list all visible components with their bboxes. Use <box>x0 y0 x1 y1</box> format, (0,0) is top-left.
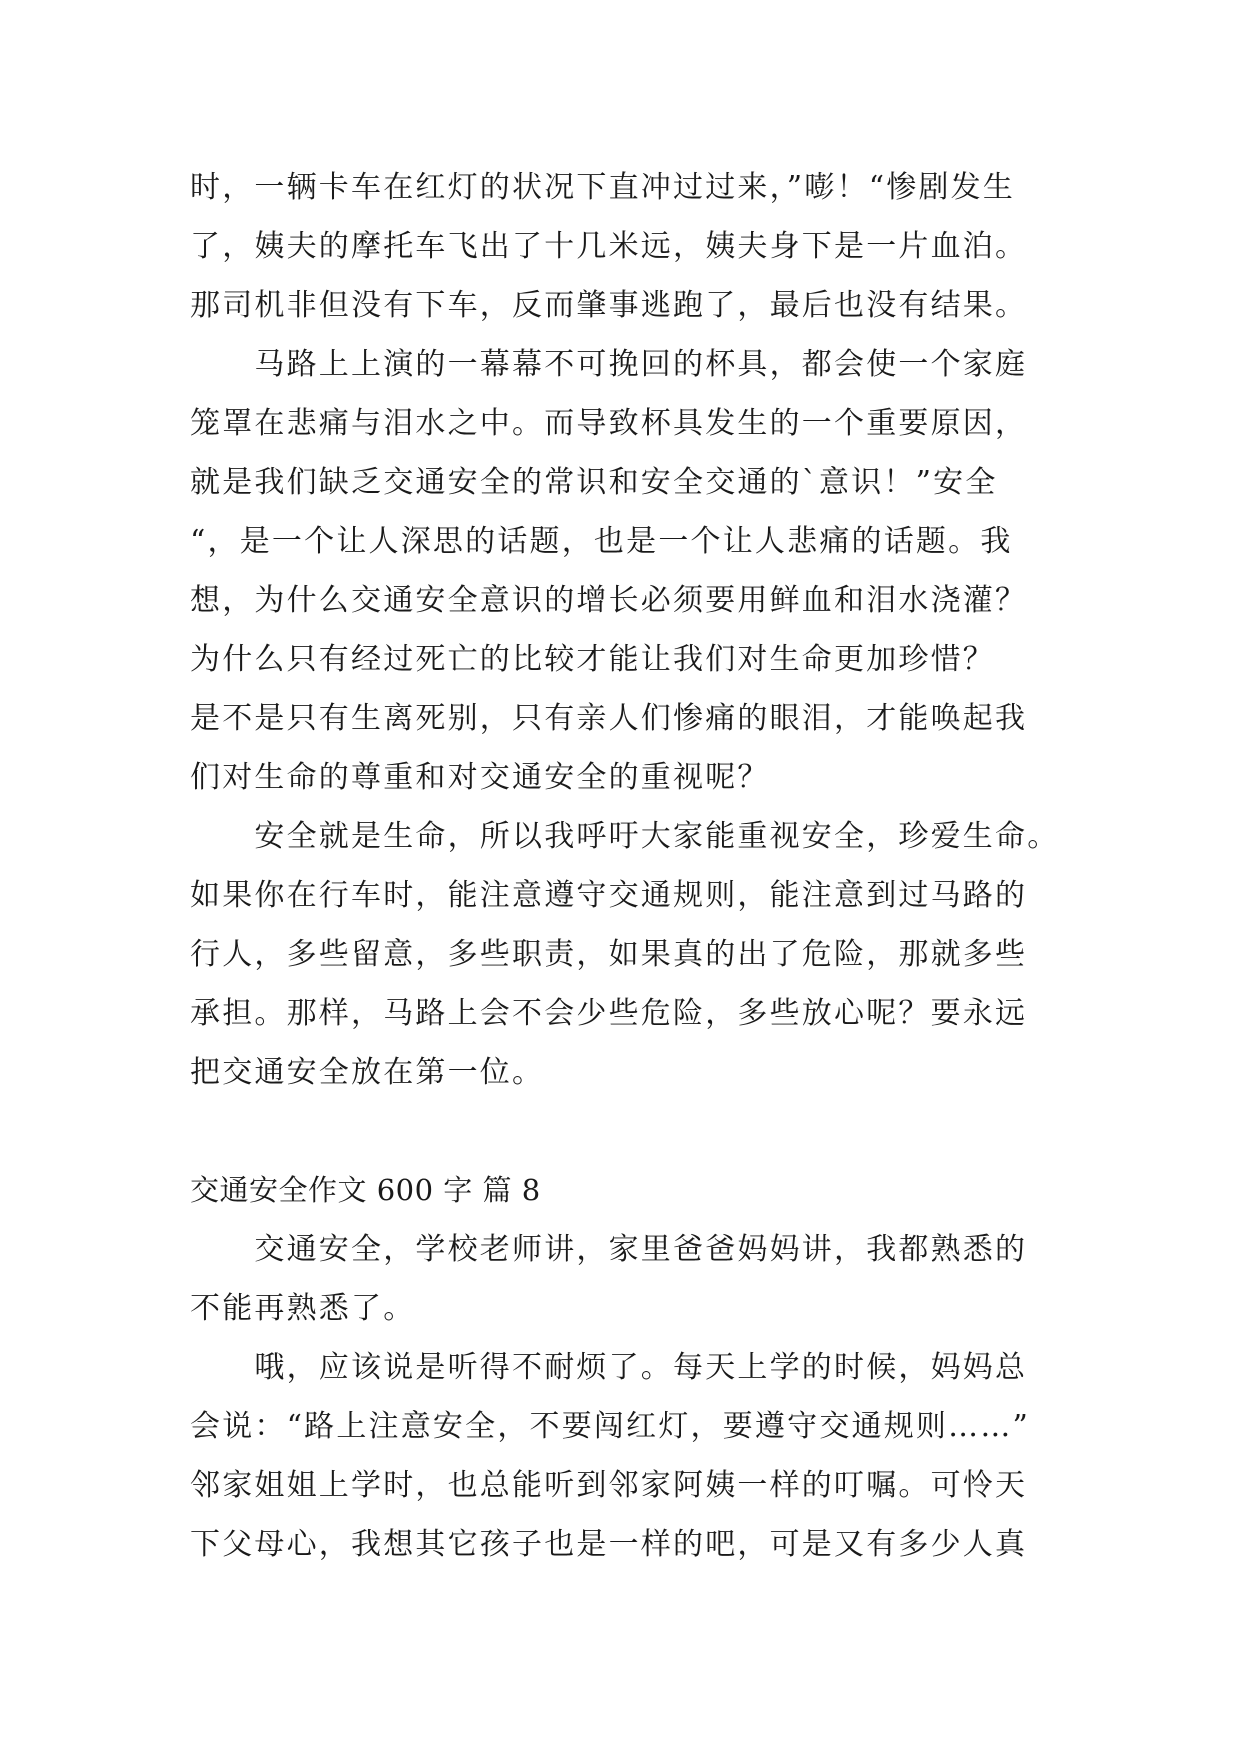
document-body <box>190 158 1060 1574</box>
section-heading: 交通安全作文 600 字 篇 8 <box>190 1173 541 1207</box>
text-line: 如果你在行车时，能注意遵守交通规则，能注意到过马路的 <box>190 878 1028 913</box>
text-line: 笼罩在悲痛与泪水之中。而导致杯具发生的一个重要原因， <box>190 406 1028 441</box>
text-line: 了，姨夫的摩托车飞出了十几米远，姨夫身下是一片血泊。 <box>190 229 1028 264</box>
text-line: 下父母心，我想其它孩子也是一样的吧，可是又有多少人真 <box>190 1527 1028 1562</box>
text-line: 时，一辆卡车在红灯的状况下直冲过过来，”嘭！“惨剧发生 <box>190 170 1016 205</box>
text-line: 邻家姐姐上学时，也总能听到邻家阿姨一样的叮嘱。可怜天 <box>190 1468 1028 1503</box>
text-line: 不能再熟悉了。 <box>190 1291 416 1326</box>
text-line: 安全就是生命，所以我呼吁大家能重视安全，珍爱生命。 <box>190 819 1060 854</box>
paragraph <box>190 1338 1060 1574</box>
text-line: 把交通安全放在第一位。 <box>190 1055 545 1090</box>
text-line: 就是我们缺乏交通安全的常识和安全交通的`意识！”安全 <box>190 465 998 500</box>
section-spacer <box>190 1102 1060 1161</box>
text-line: 会说：“路上注意安全，不要闯红灯，要遵守交通规则……” <box>190 1409 1031 1444</box>
paragraph <box>190 807 1060 1102</box>
text-line: 那司机非但没有下车，反而肇事逃跑了，最后也没有结果。 <box>190 288 1028 323</box>
text-line: 是不是只有生离死别，只有亲人们惨痛的眼泪，才能唤起我 <box>190 701 1028 736</box>
paragraph <box>190 335 1060 807</box>
text-line: 为什么只有经过死亡的比较才能让我们对生命更加珍惜？ <box>190 642 995 677</box>
text-line: 哦，应该说是听得不耐烦了。每天上学的时候，妈妈总 <box>190 1350 1028 1385</box>
paragraph <box>190 158 1060 335</box>
text-line: 交通安全，学校老师讲，家里爸爸妈妈讲，我都熟悉的 <box>190 1232 1028 1267</box>
text-line: 马路上上演的一幕幕不可挽回的杯具，都会使一个家庭 <box>190 347 1028 382</box>
text-line: “，是一个让人深思的话题，也是一个让人悲痛的话题。我 <box>190 524 1013 559</box>
text-line: 们对生命的尊重和对交通安全的重视呢？ <box>190 760 770 795</box>
text-line: 承担。那样，马路上会不会少些危险，多些放心呢？要永远 <box>190 996 1028 1031</box>
text-line: 想，为什么交通安全意识的增长必须要用鲜血和泪水浇灌？ <box>190 583 1028 618</box>
text-line: 行人，多些留意，多些职责，如果真的出了危险，那就多些 <box>190 937 1028 972</box>
paragraph <box>190 1220 1060 1338</box>
